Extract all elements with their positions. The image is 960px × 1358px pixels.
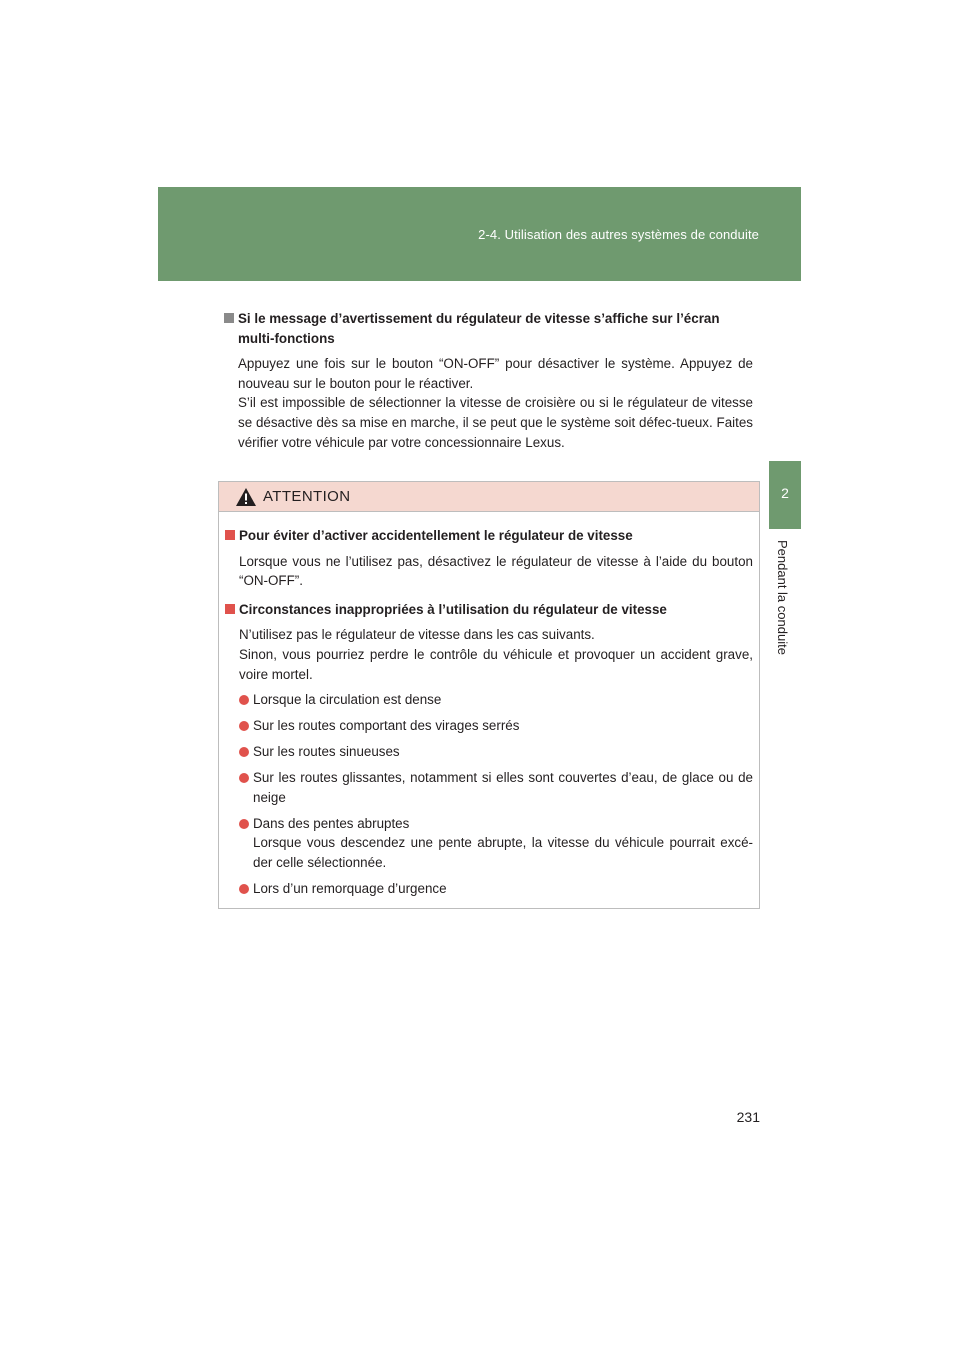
warning-text-2: N’utilisez pas le régulateur de vitesse dans les cas suivants. Sinon, vous pourriez perdre le contrôle du véhicule et provoquer un accident grave, voire mortel. [239, 627, 753, 682]
warning-heading-2: Circonstances inappropriées à l’utilisation du régulateur de vitesse [225, 600, 753, 620]
warning-bullet-list [225, 690, 753, 898]
header-bar [158, 187, 801, 281]
section-heading-text: Si le message d’avertissement du régulateur de vitesse s’affiche sur l’écran multi-fonctions [238, 311, 720, 346]
list-item: Lors d’un remorquage d’urgence [239, 879, 753, 899]
warning-title: ATTENTION [263, 488, 351, 505]
warning-body [219, 512, 759, 898]
round-bullet-icon [239, 819, 249, 829]
chapter-tab [769, 461, 801, 529]
info-section [224, 309, 753, 452]
warning-header [219, 482, 759, 512]
round-bullet-icon [239, 773, 249, 783]
page-number: 231 [736, 1109, 760, 1125]
warning-triangle-icon [235, 487, 257, 507]
round-bullet-icon [239, 747, 249, 757]
list-item: Sur les routes sinueuses [239, 742, 753, 762]
list-item: Dans des pentes abruptes Lorsque vous descendez une pente abrupte, la vitesse du véhicule pourrait excé-der celle sélectionnée. [239, 814, 753, 873]
round-bullet-icon [239, 884, 249, 894]
square-bullet-icon [224, 313, 234, 323]
round-bullet-icon [239, 721, 249, 731]
list-item: Sur les routes glissantes, notamment si elles sont couvertes d’eau, de glace ou de neige [239, 768, 753, 807]
section-paragraph-2: S’il est impossible de sélectionner la vitesse de croisière ou si le régulateur de vitesse se désactive dès sa mise en marche, il se peut que le système soit défec-tueux. Faites vérifier votre véhicule par votre concessionnaire Lexus. [238, 395, 753, 450]
round-bullet-icon [239, 695, 249, 705]
list-item: Lorsque la circulation est dense [239, 690, 753, 710]
section-title: 2-4. Utilisation des autres systèmes de conduite [478, 227, 759, 242]
warning-heading-1: Pour éviter d’activer accidentellement le régulateur de vitesse [225, 526, 753, 546]
warning-text-1: Lorsque vous ne l’utilisez pas, désactivez le régulateur de vitesse à l’aide du bouton “ON-OFF”. [239, 553, 753, 589]
warning-box [218, 481, 760, 909]
chapter-number: 2 [781, 485, 789, 501]
square-bullet-icon [225, 530, 235, 540]
chapter-label: Pendant la conduite [775, 540, 790, 655]
section-heading [224, 309, 753, 348]
square-bullet-icon [225, 604, 235, 614]
section-paragraph-1: Appuyez une fois sur le bouton “ON-OFF” pour désactiver le système. Appuyez de nouveau sur le bouton pour le réactiver. [238, 356, 753, 391]
list-item: Sur les routes comportant des virages serrés [239, 716, 753, 736]
section-body [224, 354, 753, 452]
